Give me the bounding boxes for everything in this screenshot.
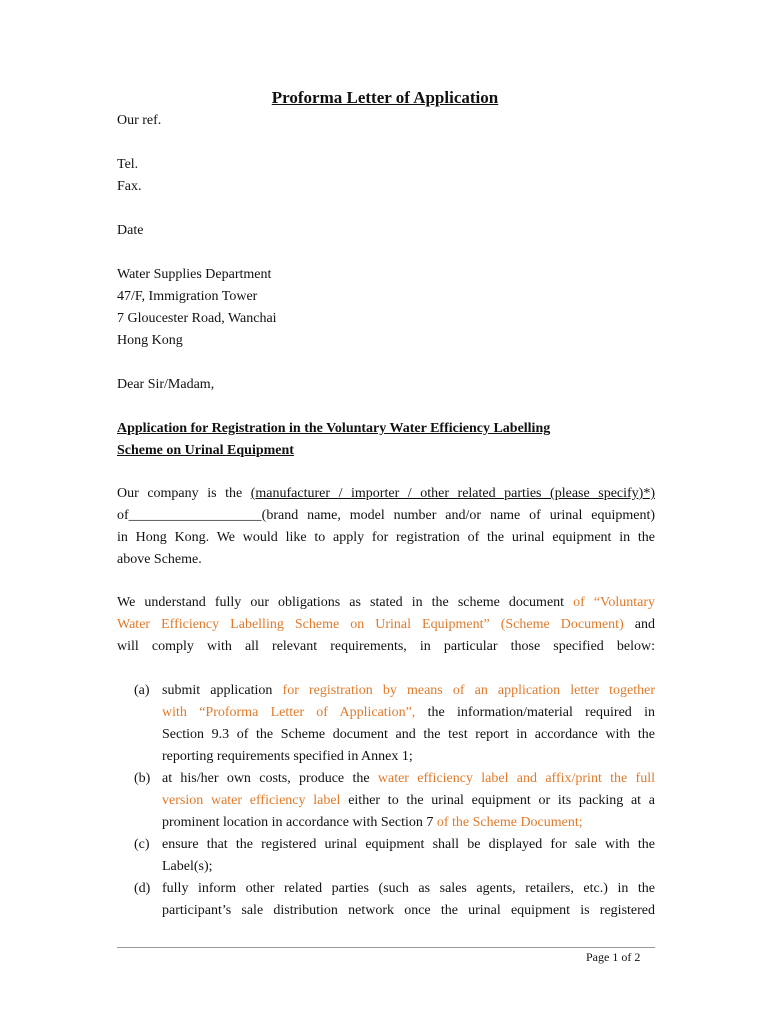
address-line: Water Supplies Department <box>117 267 272 282</box>
list-item-label: (b) <box>134 771 151 786</box>
highlighted-text: Water Efficiency Labelling Scheme on Urinal Equipment” (Scheme Document) <box>117 617 624 632</box>
obligations-paragraph <box>117 592 655 658</box>
text-run: at his/her own costs, produce the <box>162 771 378 786</box>
page-number: Page 1 of 2 <box>586 950 641 964</box>
date-label: Date <box>117 223 144 238</box>
address-line: 47/F, Immigration Tower <box>117 289 258 304</box>
paragraph-line: in Hong Kong. We would like to apply for registration of the urinal equipment in the <box>117 530 655 545</box>
list-item-line: Section 9.3 of the Scheme document and the test report in accordance with the <box>162 727 655 742</box>
paragraph-line: of___________________(brand name, model number and/or name of urinal equipment) <box>117 508 655 523</box>
text-run: either to the urinal equipment or its packing at a <box>340 793 656 808</box>
list-item <box>117 680 655 768</box>
text-run: the information/material required in <box>415 705 655 720</box>
list-item-label: (c) <box>134 837 150 852</box>
list-item-line <box>162 702 655 724</box>
list-item-line: Label(s); <box>162 859 213 874</box>
list-item-label: (a) <box>134 683 150 698</box>
list-item-line <box>162 812 655 834</box>
highlighted-text: water efficiency label and affix/print the full <box>377 771 655 786</box>
fax-label: Fax. <box>117 179 142 194</box>
text-run: submit application <box>162 683 283 698</box>
salutation: Dear Sir/Madam, <box>117 377 215 392</box>
company-paragraph <box>117 483 655 571</box>
list-item-line: reporting requirements specified in Annex 1; <box>162 749 413 764</box>
company-role-text: (manufacturer / importer / other related parties (please specify)*) <box>250 486 655 501</box>
subject-line: Scheme on Urinal Equipment <box>117 443 294 458</box>
paragraph-line <box>117 592 655 614</box>
address-line: 7 Gloucester Road, Wanchai <box>117 311 277 326</box>
list-item-line <box>162 768 655 790</box>
text-run: prominent location in accordance with Section 7 <box>162 815 437 830</box>
tel-label: Tel. <box>117 157 139 172</box>
highlighted-text: of the Scheme Document; <box>436 815 583 830</box>
address-line: Hong Kong <box>117 333 183 348</box>
highlighted-text: version water efficiency label <box>162 793 341 808</box>
footer-divider <box>117 947 655 948</box>
page-title: Proforma Letter of Application <box>271 88 499 107</box>
list-item-line <box>162 680 655 702</box>
paragraph-line <box>117 483 655 505</box>
our-ref-label: Our ref. <box>117 113 162 128</box>
text-run: Our company is the <box>117 486 251 501</box>
list-item-line: ensure that the registered urinal equipment shall be displayed for sale with the <box>162 837 655 852</box>
highlighted-text: for registration by means of an application letter together <box>282 683 655 698</box>
highlighted-text: with “Proforma Letter of Application”, <box>162 705 416 720</box>
subject-line: Application for Registration in the Voluntary Water Efficiency Labelling <box>117 421 551 436</box>
highlighted-text: of “Voluntary <box>573 595 655 610</box>
list-item-line: participant’s sale distribution network once the urinal equipment is registered <box>162 903 655 918</box>
list-item <box>117 768 655 834</box>
list-item <box>117 878 655 922</box>
paragraph-line: above Scheme. <box>117 552 202 567</box>
text-run: We understand fully our obligations as stated in the scheme document <box>117 595 574 610</box>
list-item <box>117 834 655 878</box>
list-item-line <box>162 790 655 812</box>
paragraph-line <box>117 614 655 636</box>
list-item-label: (d) <box>134 881 151 896</box>
obligations-list <box>117 680 655 922</box>
text-run: and <box>623 617 655 632</box>
paragraph-line: will comply with all relevant requirements, in particular those specified below: <box>117 639 655 654</box>
list-item-line: fully inform other related parties (such as sales agents, retailers, etc.) in the <box>162 881 655 896</box>
